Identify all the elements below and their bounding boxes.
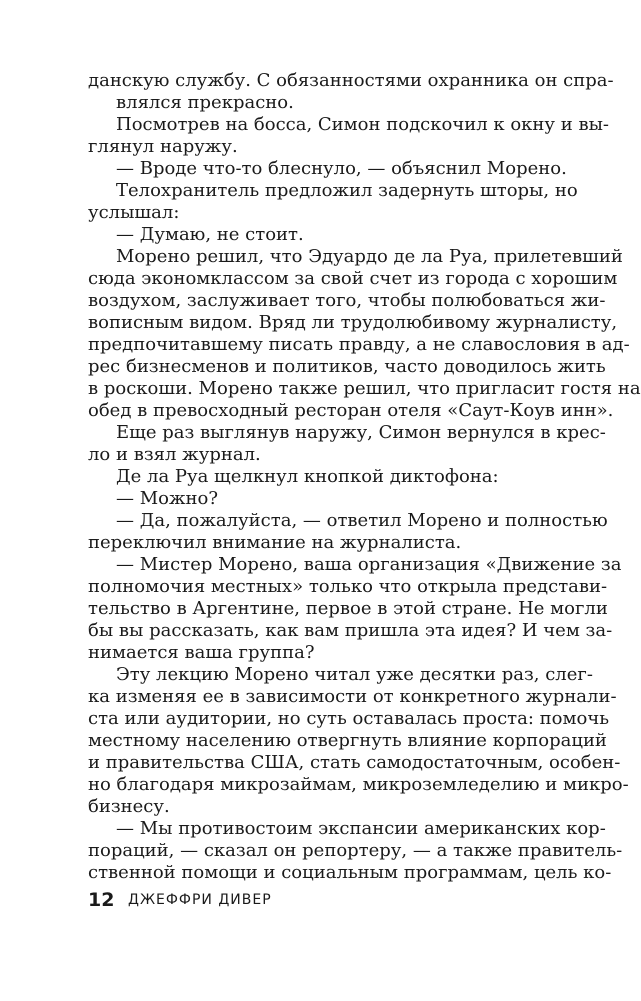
page-number: 12 xyxy=(88,889,115,911)
text-line: ста или аудитории, но суть оставалась проста: помочь xyxy=(88,708,610,729)
text-line: в роскоши. Морено также решил, что пригласит гостя на xyxy=(88,378,641,399)
text-line: ка изменяя ее в зависимости от конкретного журнали- xyxy=(88,686,617,707)
text-line: переключил внимание на журналиста. xyxy=(88,532,462,553)
text-line: бизнесу. xyxy=(88,796,170,817)
text-line: обед в превосходный ресторан отеля «Саут-Коув инн». xyxy=(88,400,614,421)
text-line: Посмотрев на босса, Симон подскочил к окну и вы- xyxy=(116,114,609,135)
text-line: вописным видом. Вряд ли трудолюбивому журналисту, xyxy=(88,312,618,333)
text-line: влялся прекрасно. xyxy=(116,92,294,113)
text-line: — Можно? xyxy=(116,488,219,509)
text-line: Эту лекцию Морено читал уже десятки раз, слег- xyxy=(116,664,593,685)
text-line: — Мистер Морено, ваша организация «Движение за xyxy=(116,554,622,575)
text-line: услышал: xyxy=(88,202,180,223)
running-author: ДЖЕФФРИ ДИВЕР xyxy=(128,892,272,908)
text-line: бы вы рассказать, как вам пришла эта идея? И чем за- xyxy=(88,620,613,641)
text-line: и правительства США, стать самодостаточным, особен- xyxy=(88,752,621,773)
text-line: ло и взял журнал. xyxy=(88,444,261,465)
text-line: — Думаю, не стоит. xyxy=(116,224,304,245)
text-line: местному населению отвергнуть влияние корпораций xyxy=(88,730,607,751)
text-line: тельство в Аргентине, первое в этой стране. Не могли xyxy=(88,598,608,619)
text-line: рес бизнесменов и политиков, часто доводилось жить xyxy=(88,356,606,377)
text-line: предпочитавшему писать правду, а не славословия в ад- xyxy=(88,334,630,355)
text-line: Телохранитель предложил задернуть шторы, но xyxy=(116,180,578,201)
text-line: но благодаря микрозаймам, микроземледелию и микро- xyxy=(88,774,629,795)
text-line: глянул наружу. xyxy=(88,136,238,157)
page-footer xyxy=(88,888,554,912)
text-line: Морено решил, что Эдуардо де ла Руа, прилетевший xyxy=(116,246,623,267)
text-line: — Да, пожалуйста, — ответил Морено и полностью xyxy=(116,510,608,531)
text-line: сюда экономклассом за свой счет из города с хорошим xyxy=(88,268,618,289)
text-line: данскую службу. С обязанностями охранника он спра- xyxy=(88,70,614,91)
text-line: — Вроде что-то блеснуло, — объяснил Морено. xyxy=(116,158,567,179)
text-line: Еще раз выглянув наружу, Симон вернулся в крес- xyxy=(116,422,606,443)
text-line: полномочия местных» только что открыла представи- xyxy=(88,576,608,597)
text-line: Де ла Руа щелкнул кнопкой диктофона: xyxy=(116,466,499,487)
text-line: — Мы противостоим экспансии американских кор- xyxy=(116,818,606,839)
text-line: ственной помощи и социальным программам, цель ко- xyxy=(88,862,612,883)
text-line: воздухом, заслуживает того, чтобы полюбоваться жи- xyxy=(88,290,606,311)
text-line: нимается ваша группа? xyxy=(88,642,315,663)
text-line: пораций, — сказал он репортеру, — а также правитель- xyxy=(88,840,623,861)
